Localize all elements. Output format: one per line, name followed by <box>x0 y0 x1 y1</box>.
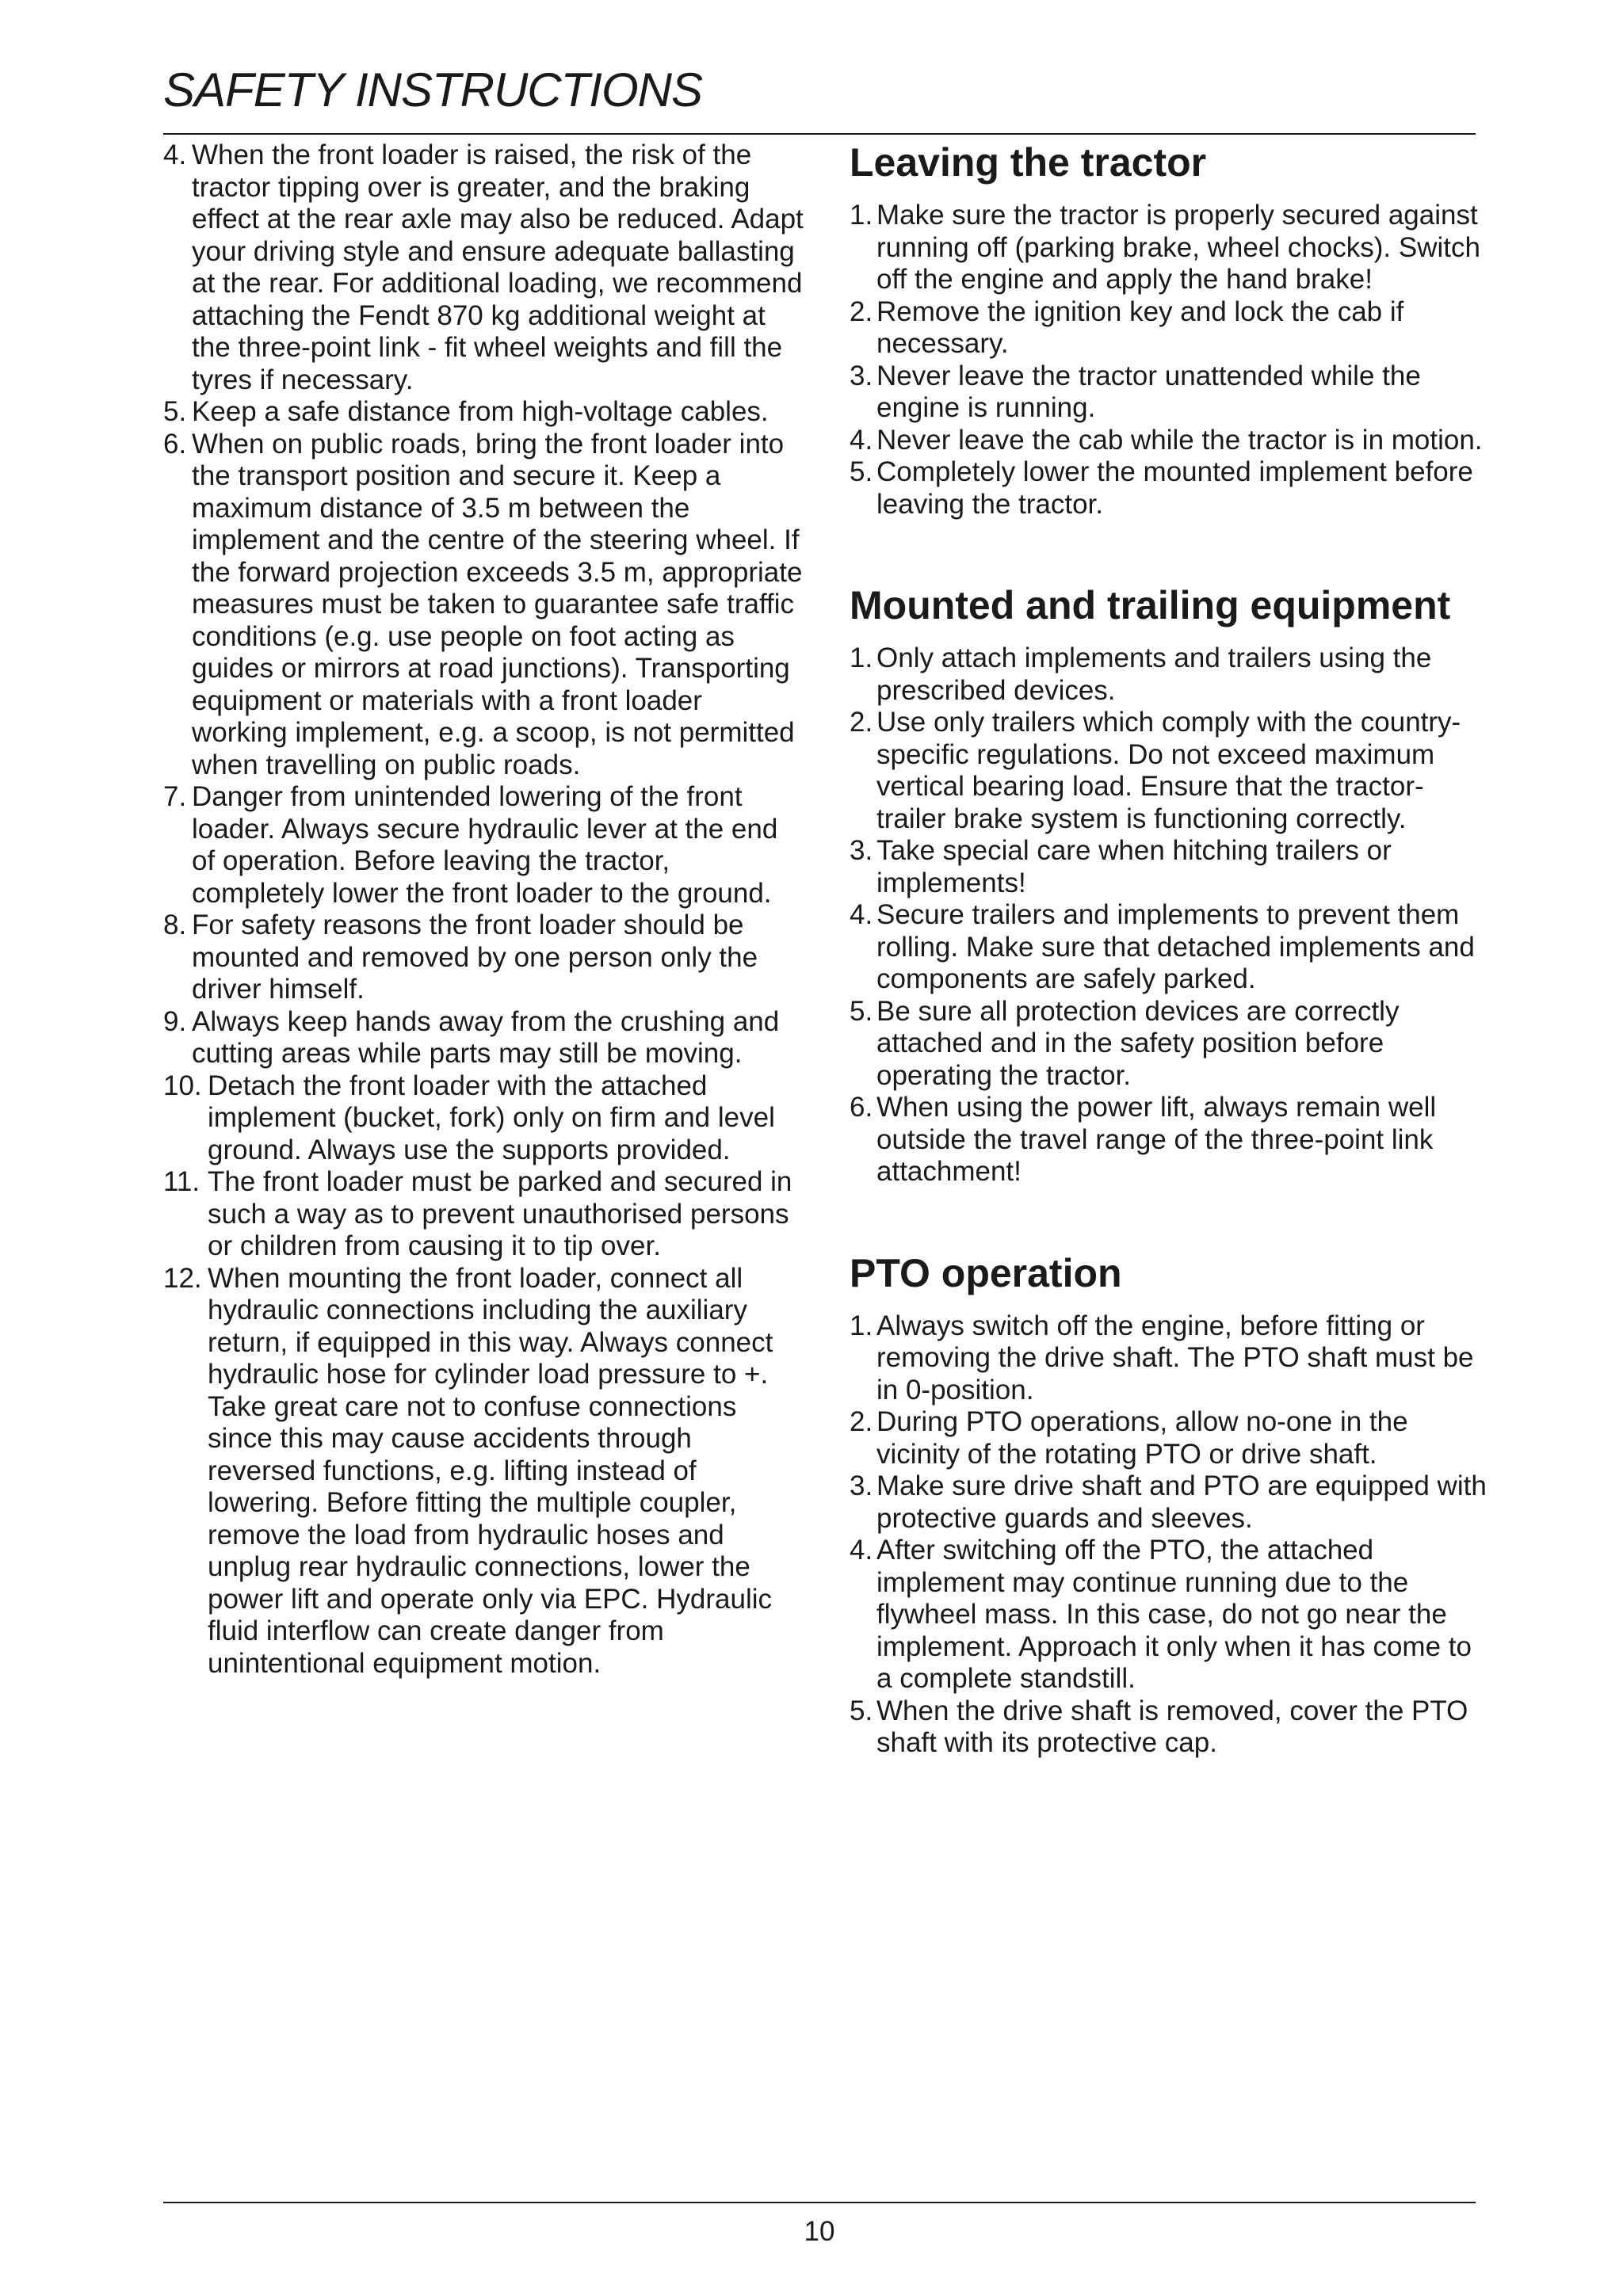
item-number: 6. <box>163 428 187 460</box>
item-number: 3. <box>850 1470 873 1501</box>
list-item <box>850 425 1491 457</box>
item-number: 5. <box>163 396 187 427</box>
item-number: 5. <box>850 456 873 487</box>
item-text: Detach the front loader with the attached implement (bucket, fork) only on firm and level ground. Always use the supports provided. <box>208 1070 775 1165</box>
item-text: Use only trailers which comply with the country-specific regulations. Do not exceed maximum vertical bearing load. Ensure that the tractor-trailer brake system is functioning correctly. <box>876 707 1461 834</box>
list-item <box>163 429 805 782</box>
item-number: 5. <box>850 1695 873 1726</box>
list-item <box>850 296 1491 360</box>
right-column <box>850 139 1491 1760</box>
list-item <box>850 1535 1491 1695</box>
section-title-pto: PTO operation <box>850 1250 1122 1295</box>
item-number: 1. <box>850 643 873 673</box>
item-number: 6. <box>850 1092 873 1123</box>
item-number: 8. <box>163 910 187 940</box>
section-spacer <box>850 521 1491 582</box>
item-text: When mounting the front loader, connect all hydraulic connections including the auxiliary return, if equipped in this way. Always connect hydraulic hose for cylinder load pressure to +. Take great care not to confuse connections since this may cause accidents through reversed functions, e.g. lifting instead of lowering. Before fitting the multiple coupler, remove the load from hydraulic hoses and unplug rear hydraulic connections, lower the power lift and operate only via EPC. Hydraulic fluid interflow can create danger from unintentional equipment motion. <box>208 1262 773 1679</box>
item-number: 5. <box>850 995 873 1027</box>
item-number: 4. <box>163 139 187 170</box>
item-text: Remove the ignition key and lock the cab if necessary. <box>876 296 1404 359</box>
list-item <box>163 910 805 1006</box>
item-number: 7. <box>163 781 187 812</box>
list-item <box>850 1470 1491 1535</box>
item-number: 2. <box>850 707 873 738</box>
list-item <box>163 1006 805 1070</box>
leaving-list <box>850 200 1491 521</box>
item-number: 9. <box>163 1005 187 1037</box>
item-number: 11. <box>163 1166 200 1197</box>
item-text: Completely lower the mounted implement before leaving the tractor. <box>876 456 1473 520</box>
item-text: When the front loader is raised, the risk of the tractor tipping over is greater, and the braking effect at the rear axle may also be reduced. Adapt your driving style and ensure adequate ballasting at the rear. For additional loading, we recommend attaching the Fendt 870 kg additional weight at the three-point link - fit wheel weights and fill the tyres if necessary. <box>192 139 804 395</box>
item-text: When on public roads, bring the front loader into the transport position and secure it. Keep a maximum distance of 3.5 m between the implement and the centre of the steering wheel. If the forward projection exceeds 3.5 m, appropriate measures must be taken to guarantee safe traffic conditions (e.g. use people on foot acting as guides or mirrors at road junctions). Transporting equipment or materials with a front loader working implement, e.g. a scoop, is not permitted when travelling on public roads. <box>192 428 803 780</box>
list-item <box>850 1310 1491 1407</box>
item-number: 12. <box>163 1262 202 1294</box>
item-number: 4. <box>850 899 873 930</box>
item-text: After switching off the PTO, the attached implement may continue running due to the flywheel mass. In this case, do not go near the implement. Approach it only when it has come to a complete standstill. <box>876 1535 1472 1694</box>
pto-list <box>850 1310 1491 1760</box>
list-item <box>163 1166 805 1263</box>
item-text: Never leave the tractor unattended while the engine is running. <box>876 360 1421 423</box>
section-title-mounted: Mounted and trailing equipment <box>850 583 1451 627</box>
list-item <box>850 456 1491 521</box>
list-item <box>163 781 805 910</box>
list-item <box>850 1092 1491 1188</box>
item-text: Always keep hands away from the crushing and cutting areas while parts may still be moving. <box>192 1005 780 1069</box>
list-item <box>850 200 1491 296</box>
item-text: Always switch off the engine, before fitting or removing the drive shaft. The PTO shaft must be in 0-position. <box>876 1310 1474 1405</box>
item-text: During PTO operations, allow no-one in the vicinity of the rotating PTO or drive shaft. <box>876 1406 1408 1470</box>
item-text: Make sure drive shaft and PTO are equipped with protective guards and sleeves. <box>876 1470 1487 1534</box>
list-item <box>850 835 1491 899</box>
item-text: Never leave the cab while the tractor is in motion. <box>876 424 1483 456</box>
item-text: For safety reasons the front loader should be mounted and removed by one person only the driver himself. <box>192 910 758 1005</box>
item-number: 2. <box>850 1406 873 1437</box>
page-header <box>163 54 1476 135</box>
list-item <box>850 1695 1491 1760</box>
item-number: 1. <box>850 1310 873 1341</box>
item-text: Only attach implements and trailers using the prescribed devices. <box>876 643 1432 706</box>
item-text: Make sure the tractor is properly secured against running off (parking brake, wheel chocks). Switch off the engine and apply the hand brake! <box>876 200 1480 295</box>
item-number: 1. <box>850 200 873 231</box>
item-text: When using the power lift, always remain well outside the travel range of the three-point link attachment! <box>876 1092 1437 1187</box>
item-number: 4. <box>850 424 873 456</box>
list-item <box>163 396 805 429</box>
item-text: Keep a safe distance from high-voltage cables. <box>192 396 769 427</box>
list-item <box>850 707 1491 835</box>
item-number: 3. <box>850 835 873 866</box>
item-text: Be sure all protection devices are correctly attached and in the safety position before operating the tractor. <box>876 995 1400 1091</box>
section-spacer <box>850 1188 1491 1250</box>
item-number: 10. <box>163 1070 202 1101</box>
page-title: SAFETY INSTRUCTIONS <box>163 63 702 116</box>
list-item <box>163 1070 805 1167</box>
item-text: Secure trailers and implements to prevent them rolling. Make sure that detached implements and components are safely parked. <box>876 899 1475 994</box>
item-number: 3. <box>850 360 873 391</box>
page-footer <box>163 2202 1476 2251</box>
list-item <box>850 360 1491 425</box>
item-number: 4. <box>850 1535 873 1566</box>
section-title-leaving: Leaving the tractor <box>850 140 1207 185</box>
left-column <box>163 139 805 1680</box>
item-text: Danger from unintended lowering of the front loader. Always secure hydraulic lever at the end of operation. Before leaving the tractor, completely lower the front loader to the ground. <box>192 781 778 909</box>
mounted-list <box>850 643 1491 1188</box>
list-item <box>850 643 1491 707</box>
list-item <box>163 1263 805 1680</box>
page-number: 10 <box>804 2216 835 2247</box>
list-item <box>163 139 805 396</box>
item-text: Take special care when hitching trailers or implements! <box>876 835 1392 898</box>
item-text: The front loader must be parked and secured in such a way as to prevent unauthorised persons or children from causing it to tip over. <box>208 1166 792 1261</box>
item-text: When the drive shaft is removed, cover the PTO shaft with its protective cap. <box>876 1695 1468 1758</box>
list-item <box>850 1406 1491 1470</box>
list-item <box>850 996 1491 1093</box>
front-loader-list <box>163 139 805 1680</box>
item-number: 2. <box>850 296 873 327</box>
list-item <box>850 899 1491 996</box>
